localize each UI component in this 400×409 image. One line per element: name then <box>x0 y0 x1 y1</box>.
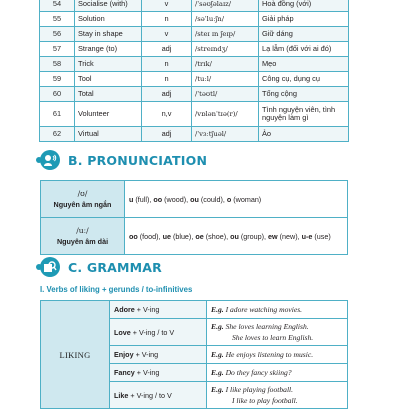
meaning-cell: Giữ dáng <box>259 27 349 42</box>
verb: Fancy <box>114 368 135 377</box>
verb-pattern-cell <box>110 346 207 364</box>
word-cell: Solution <box>75 12 142 27</box>
part-of-speech-cell: v <box>142 27 192 42</box>
vowel-symbol: /uː/ <box>76 226 89 235</box>
example-sentence: I like to play football. <box>232 396 298 405</box>
part-of-speech-cell: n <box>142 57 192 72</box>
grammar-subtitle: I. Verbs of liking + gerunds / to-infinitives <box>40 285 193 294</box>
row-number: 56 <box>40 27 75 42</box>
word-cell: Volunteer <box>75 102 142 127</box>
row-number: 61 <box>40 102 75 127</box>
ipa-cell: /ˈsəʊʃəlaɪz/ <box>192 0 259 12</box>
part-of-speech-cell: adj <box>142 42 192 57</box>
vocabulary-table <box>39 0 349 142</box>
spelling-letters: oo <box>129 231 138 241</box>
pattern: + V-ing / to V <box>130 327 175 337</box>
grammar-table <box>40 300 348 409</box>
ipa-cell: /səˈluːʃn/ <box>192 12 259 27</box>
word-cell: Tool <box>75 72 142 87</box>
part-of-speech-cell: n <box>142 12 192 27</box>
pattern: + V-ing <box>134 305 160 314</box>
verb: Like <box>114 390 129 400</box>
ipa-cell: /ˈtəʊtl/ <box>192 87 259 102</box>
pattern: + V-ing / to V <box>128 390 172 400</box>
row-number: 58 <box>40 57 75 72</box>
example-sentence: Do they fancy skiing? <box>225 368 292 377</box>
spelling-letters: u-e <box>301 231 313 241</box>
table-row <box>40 57 349 72</box>
verb: Adore <box>114 305 135 314</box>
spelling-letters: u <box>129 194 134 204</box>
example-word: (woman) <box>231 194 262 204</box>
example-sentence: She loves learning English. <box>225 322 309 331</box>
verb-pattern-cell <box>110 364 207 382</box>
vowel-type: Nguyên âm ngắn <box>53 200 112 209</box>
example-word: (use) <box>312 231 331 241</box>
part-of-speech-cell: adj <box>142 87 192 102</box>
example-cell <box>207 301 348 319</box>
word-cell: Trick <box>75 57 142 72</box>
spelling-letters: ue <box>162 231 171 241</box>
eg-label: E.g. <box>211 385 224 394</box>
grammar-title: C. GRAMMAR <box>68 259 163 275</box>
speaking-person-icon <box>40 150 60 170</box>
pronunciation-title: B. PRONUNCIATION <box>68 152 208 168</box>
table-row <box>41 181 348 218</box>
spelling-letters: oo <box>153 194 163 204</box>
meaning-cell: Mẹo <box>259 57 349 72</box>
ipa-cell: /steɪ ɪn ʃeɪp/ <box>192 27 259 42</box>
row-number: 55 <box>40 12 75 27</box>
verb-pattern-cell <box>110 319 207 346</box>
word-cell: Virtual <box>75 127 142 142</box>
example-word: (full), <box>133 194 154 204</box>
example-word: (group), <box>238 231 269 241</box>
table-row <box>40 0 349 12</box>
table-row <box>40 12 349 27</box>
verb: Love <box>114 327 131 337</box>
row-number: 60 <box>40 87 75 102</box>
meaning-cell: Tổng cộng <box>259 87 349 102</box>
table-row <box>40 87 349 102</box>
example-sentence: I adore watching movies. <box>225 305 303 314</box>
ipa-cell: /trɪk/ <box>192 57 259 72</box>
word-cell: Strange (to) <box>75 42 142 57</box>
row-number: 54 <box>40 0 75 12</box>
eg-label: E.g. <box>211 368 224 377</box>
verb-pattern-cell <box>110 382 207 409</box>
meaning-cell: Hoà đồng (với) <box>259 0 349 12</box>
ipa-cell: /vɒlənˈtɪə(r)/ <box>192 102 259 127</box>
vowel-label-cell <box>41 181 125 218</box>
vowel-type: Nguyên âm dài <box>56 237 109 246</box>
ipa-cell: /streɪndʒ/ <box>192 42 259 57</box>
word-cell: Stay in shape <box>75 27 142 42</box>
vowel-label-cell <box>41 218 125 255</box>
pattern: + V-ing <box>133 350 159 359</box>
ipa-cell: /ˈvɜːtʃuəl/ <box>192 127 259 142</box>
spelling-letters: ou <box>190 194 199 204</box>
meaning-cell: Công cụ, dụng cụ <box>259 72 349 87</box>
eg-label: E.g. <box>211 305 224 314</box>
part-of-speech-cell: n <box>142 72 192 87</box>
table-row <box>40 127 349 142</box>
meaning-cell: Giải pháp <box>259 12 349 27</box>
pattern: + V-ing <box>134 368 160 377</box>
eg-label: E.g. <box>211 350 224 359</box>
vowel-symbol: /ʊ/ <box>77 189 88 198</box>
vowel-examples-cell <box>125 218 348 255</box>
spelling-letters: ou <box>230 231 239 241</box>
eg-label: E.g. <box>211 322 224 331</box>
meaning-cell: Tình nguyện viên, tình nguyện làm gì <box>259 102 349 127</box>
grammar-section-header <box>40 256 162 278</box>
word-cell: Socialise (with) <box>75 0 142 12</box>
meaning-cell: Ảo <box>259 127 349 142</box>
meaning-cell: Lạ lẫm (đối với ai đó) <box>259 42 349 57</box>
example-word: (wood), <box>162 194 191 204</box>
row-number: 57 <box>40 42 75 57</box>
spelling-letters: oe <box>195 231 204 241</box>
verb: Enjoy <box>114 350 134 359</box>
example-cell <box>207 364 348 382</box>
verb-pattern-cell <box>110 301 207 319</box>
row-number: 62 <box>40 127 75 142</box>
example-word: (could), <box>198 194 227 204</box>
row-number: 59 <box>40 72 75 87</box>
example-sentence: She loves to learn English. <box>232 333 314 342</box>
example-cell <box>207 382 348 409</box>
table-row <box>40 42 349 57</box>
magnifier-book-icon <box>40 257 60 277</box>
part-of-speech-cell: v <box>142 0 192 12</box>
part-of-speech-cell: adj <box>142 127 192 142</box>
word-cell: Total <box>75 87 142 102</box>
table-row <box>41 301 348 319</box>
example-sentence: I like playing football. <box>225 385 294 394</box>
example-word: (food), <box>137 231 163 241</box>
table-row <box>40 102 349 127</box>
example-cell <box>207 346 348 364</box>
pronunciation-table <box>40 180 348 255</box>
part-of-speech-cell: n,v <box>142 102 192 127</box>
pronunciation-section-header <box>40 149 207 171</box>
table-row <box>41 218 348 255</box>
example-word: (new), <box>277 231 302 241</box>
spelling-letters: ew <box>268 231 278 241</box>
example-word: (shoe), <box>203 231 231 241</box>
ipa-cell: /tuːl/ <box>192 72 259 87</box>
table-row <box>40 27 349 42</box>
table-row <box>40 72 349 87</box>
example-cell <box>207 319 348 346</box>
example-word: (blue), <box>170 231 196 241</box>
vowel-examples-cell <box>125 181 348 218</box>
category-cell: LIKING <box>41 301 110 409</box>
example-sentence: He enjoys listening to music. <box>225 350 314 359</box>
spelling-letters: o <box>226 194 232 204</box>
